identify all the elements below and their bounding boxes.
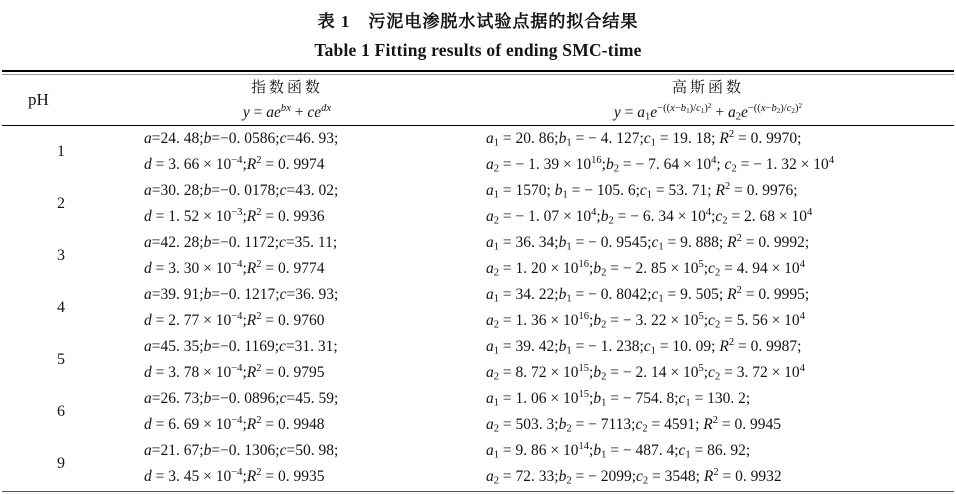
- exponential-fit-cell: [112, 282, 462, 334]
- exp-cell-line: a=45. 35;b=−0. 1169;c=31. 31;: [144, 338, 338, 355]
- gauss-cell-line: $a_1 = 9$. $86 \times 10^{14};b_1$ = − 487. $4;c_1 = 86$. 92;: [486, 441, 751, 461]
- ph-value: 3: [57, 247, 65, 264]
- ph-value: 6: [57, 403, 65, 420]
- exp-cell-line: d = 1. $52 \times 10^{-3};R^2 = 0$. 9936: [144, 207, 325, 225]
- exp-cell-line: d = 6. $69 \times 10^{-4};R^2 = 0$. 9948: [144, 415, 325, 433]
- gauss-cell-line: $a_1 = 1570$; $b_1$ = − 105. $6;c_1 = 53$. 71; $R^2 = 0$. 9976;: [486, 181, 798, 201]
- table-row: [2, 438, 954, 490]
- table-body: [2, 126, 954, 491]
- exp-cell-line: a=42. 28;b=−0. 1172;c=35. 11;: [144, 234, 338, 251]
- gauss-cell-line: $a_2 = 503$. $3;b_2$ = − $7113;c_2 = 4591$; $R^2 = 0$. 9945: [486, 415, 782, 435]
- gauss-cell-line: $a_1 = 20$. $86;b_1$ = − 4. $127;c_1 = 19$. 18; $R^2 = 0$. 9970;: [486, 129, 802, 149]
- gaussian-fit-cell: [462, 282, 954, 334]
- ph-value: 1: [57, 143, 65, 160]
- exponential-fit-cell: [112, 126, 462, 179]
- fitting-results-table: [2, 75, 954, 490]
- gaussian-fit-cell: [462, 334, 954, 386]
- gauss-cell-line: $a_2$ = − 1. $07 \times 10^4;b_2$ = − 6. $34 \times 10^4;c_2 = 2$. $68 \times 10^4$: [486, 207, 813, 227]
- exponential-fit-cell: [112, 178, 462, 230]
- gauss-cell-line: $a_1 = 36$. $34;b_1$ = − 0. $9545;c_1 = 9$. 888; $R^2 = 0$. 9992;: [486, 233, 810, 253]
- exp-cell-line: a=39. 91;b=−0. 1217;c=36. 93;: [144, 286, 339, 303]
- gauss-cell-line: $a_2 = 1$. $20 \times 10^{16};b_2$ = − 2. $85 \times 10^5;c_2 = 4$. $94 \times 10^4$: [486, 259, 805, 279]
- gauss-cell-line: $a_1 = 34$. $22;b_1$ = − 0. $8042;c_1 = 9$. 505; $R^2 = 0$. 9995;: [486, 285, 810, 305]
- exponential-function-formula: $y = ae^{bx} + ce^{dx}$: [242, 102, 332, 121]
- exp-cell-line: a=30. 28;b=−0. 0178;c=43. 02;: [144, 182, 339, 199]
- gauss-cell-line: $a_2 = 1$. $36 \times 10^{16};b_2$ = − 3. $22 \times 10^5;c_2 = 5$. $56 \times 10^4$: [486, 311, 805, 331]
- column-header-gaussian: [462, 75, 954, 126]
- exponential-function-label: 指数函数: [250, 79, 323, 96]
- gauss-cell-line: $a_2$ = − 1. $39 \times 10^{16};b_2$ = − 7. $64 \times 10^4$; $c_2$ = − 1. $32 \times 10^4$: [486, 155, 835, 175]
- table-header: [2, 75, 954, 126]
- exp-cell-line: a=24. 48;b=−0. 0586;c=46. 93;: [144, 130, 339, 147]
- ph-value: 4: [57, 299, 65, 316]
- table-row: [2, 178, 954, 230]
- gaussian-function-formula: $y = a_1e^{-((x-b_1)/c_1)^2} + a_2e^{-((x-b_2)/c_2)^2}$: [613, 101, 803, 123]
- exp-cell-line: a=21. 67;b=−0. 1306;c=50. 98;: [144, 442, 339, 459]
- exp-cell-line: d = 3. $78 \times 10^{-4};R^2 = 0$. 9795: [144, 363, 325, 381]
- table-row: [2, 282, 954, 334]
- exp-cell-line: a=26. 73;b=−0. 0896;c=45. 59;: [144, 390, 339, 407]
- table-row: [2, 386, 954, 438]
- exp-cell-line: d = 3. $45 \times 10^{-4};R^2 = 0$. 9935: [144, 467, 325, 485]
- table-row: [2, 334, 954, 386]
- table-row: [2, 126, 954, 179]
- ph-value: 5: [57, 351, 65, 368]
- table-title-chinese: 表 1 污泥电渗脱水试验点据的拟合结果: [317, 12, 639, 31]
- gaussian-fit-cell: [462, 386, 954, 438]
- gaussian-fit-cell: [462, 178, 954, 230]
- gaussian-fit-cell: [462, 230, 954, 282]
- ph-value: 9: [57, 455, 65, 472]
- gauss-cell-line: $a_1 = 39$. $42;b_1$ = − 1. $238;c_1 = 10$. 09; $R^2 = 0$. 9987;: [486, 337, 802, 357]
- gauss-cell-line: $a_2 = 72$. $33;b_2$ = − $2099;c_2 = 3548$; $R^2 = 0$. 9932: [486, 467, 782, 487]
- exponential-fit-cell: [112, 438, 462, 490]
- gaussian-function-label: 高斯函数: [671, 79, 744, 96]
- gauss-cell-line: $a_1 = 1$. $06 \times 10^{15};b_1$ = − 754. $8;c_1 = 130$. 2;: [486, 389, 751, 409]
- table-title-english: Table 1 Fitting results of ending SMC-time: [314, 40, 642, 60]
- exponential-fit-cell: [112, 386, 462, 438]
- ph-value: 2: [57, 195, 65, 212]
- exp-cell-line: d = 3. $30 \times 10^{-4};R^2 = 0$. 9774: [144, 259, 325, 277]
- column-header-exponential: [112, 75, 462, 126]
- gaussian-fit-cell: [462, 438, 954, 490]
- exponential-fit-cell: [112, 334, 462, 386]
- exp-cell-line: d = 2. $77 \times 10^{-4};R^2 = 0$. 9760: [144, 311, 325, 329]
- column-header-ph: pH: [2, 75, 112, 126]
- exp-cell-line: d = 3. $66 \times 10^{-4};R^2 = 0$. 9974: [144, 155, 325, 173]
- table-row: [2, 230, 954, 282]
- exponential-fit-cell: [112, 230, 462, 282]
- gaussian-fit-cell: [462, 126, 954, 179]
- gauss-cell-line: $a_2 = 8$. $72 \times 10^{15};b_2$ = − 2. $14 \times 10^5;c_2 = 3$. $72 \times 10^4$: [486, 363, 805, 383]
